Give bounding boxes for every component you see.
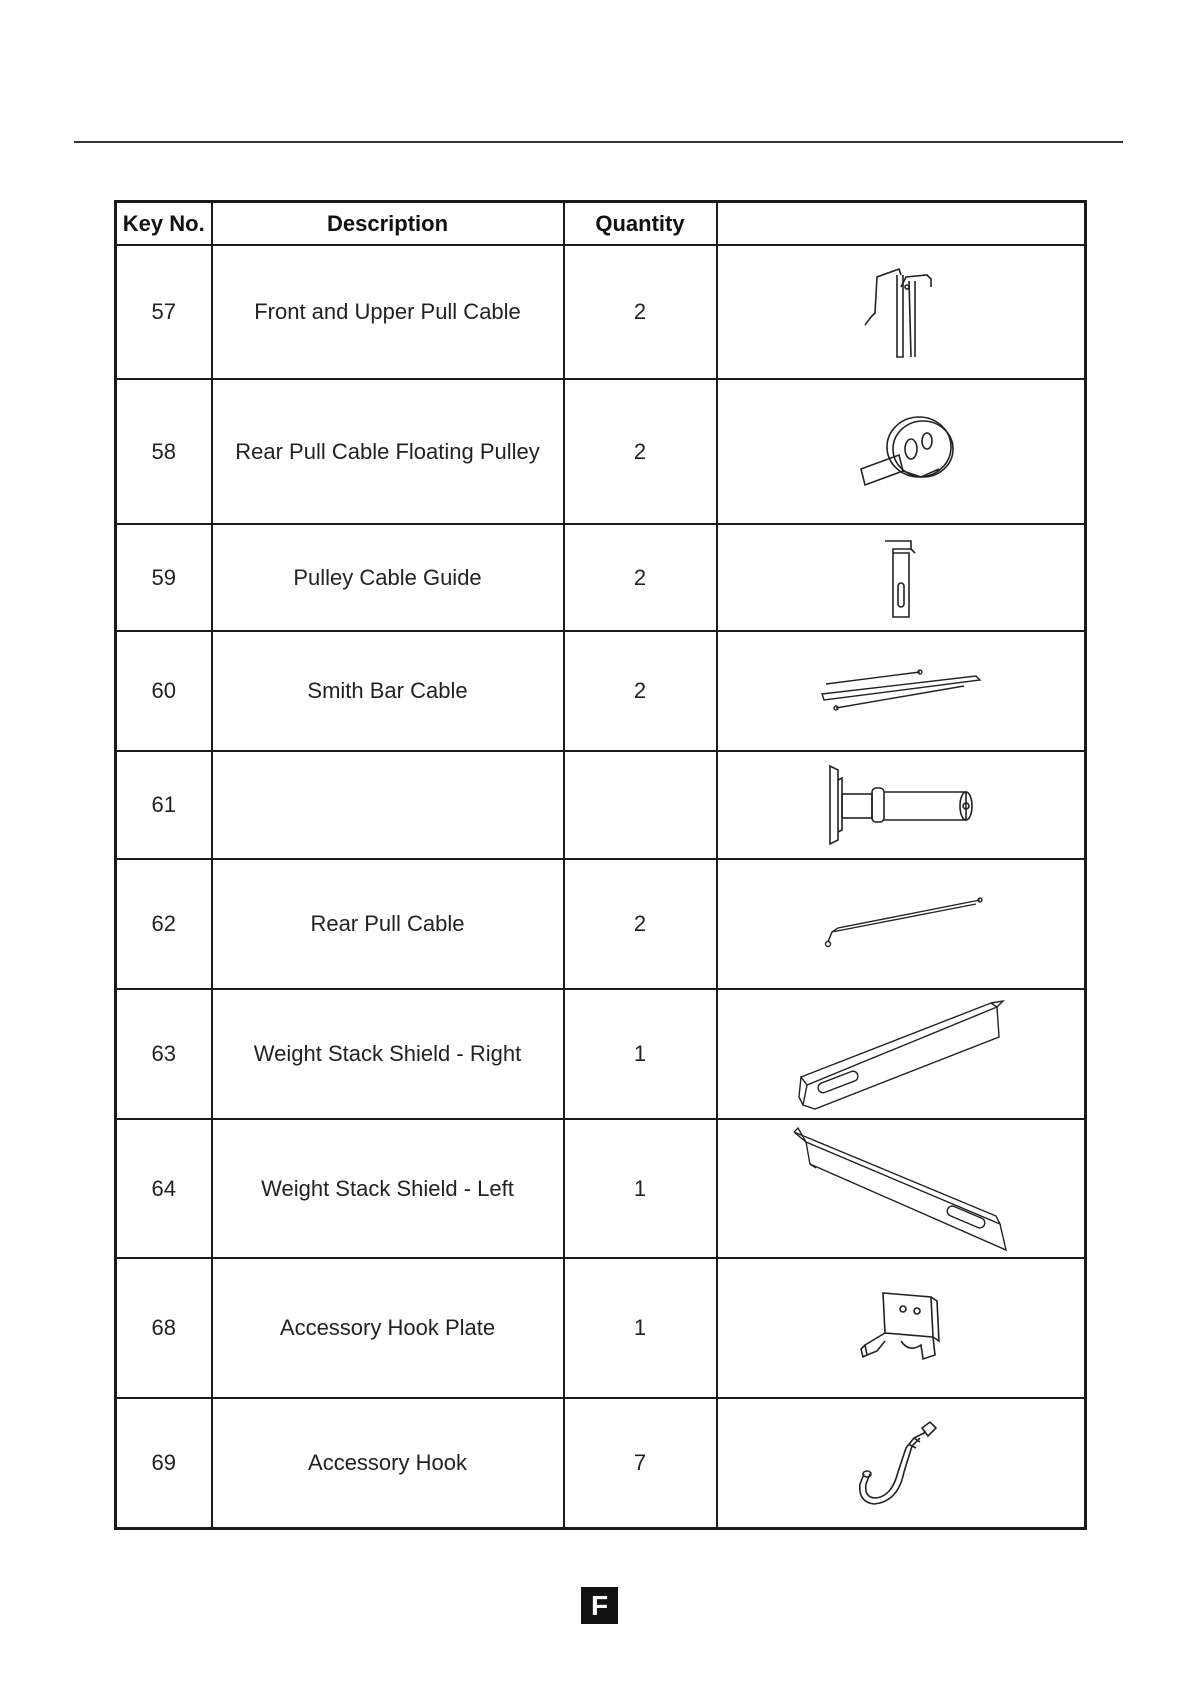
table-row xyxy=(116,524,1086,631)
key-no: 63 xyxy=(116,989,212,1119)
weight-horn-icon xyxy=(816,760,986,850)
description xyxy=(212,751,564,859)
part-image-cell xyxy=(717,1398,1086,1528)
quantity: 2 xyxy=(564,245,717,379)
header-image xyxy=(717,202,1086,246)
key-no: 69 xyxy=(116,1398,212,1528)
smith-bar-cable-icon xyxy=(816,666,986,716)
quantity xyxy=(564,751,717,859)
cable-icon xyxy=(851,257,951,367)
part-image-cell xyxy=(717,631,1086,751)
cable-guide-icon xyxy=(871,533,931,623)
part-image-cell xyxy=(717,1258,1086,1398)
part-image-cell xyxy=(717,1119,1086,1258)
key-no: 59 xyxy=(116,524,212,631)
key-no: 58 xyxy=(116,379,212,524)
description: Rear Pull Cable xyxy=(212,859,564,989)
quantity: 2 xyxy=(564,631,717,751)
description: Accessory Hook Plate xyxy=(212,1258,564,1398)
table-header-row xyxy=(116,202,1086,246)
hook-plate-icon xyxy=(851,1283,951,1373)
part-image-cell xyxy=(717,989,1086,1119)
description: Weight Stack Shield - Right xyxy=(212,989,564,1119)
description: Smith Bar Cable xyxy=(212,631,564,751)
quantity: 1 xyxy=(564,1119,717,1258)
quantity: 1 xyxy=(564,1258,717,1398)
part-image-cell xyxy=(717,245,1086,379)
brand-logo: F xyxy=(581,1587,618,1624)
key-no: 68 xyxy=(116,1258,212,1398)
header-rule xyxy=(74,141,1123,143)
hook-icon xyxy=(856,1418,946,1508)
header-description: Description xyxy=(212,202,564,246)
quantity: 2 xyxy=(564,859,717,989)
table-row xyxy=(116,631,1086,751)
key-no: 60 xyxy=(116,631,212,751)
rear-cable-icon xyxy=(816,894,986,954)
quantity: 1 xyxy=(564,989,717,1119)
key-no: 57 xyxy=(116,245,212,379)
quantity: 2 xyxy=(564,379,717,524)
description: Rear Pull Cable Floating Pulley xyxy=(212,379,564,524)
part-image-cell xyxy=(717,524,1086,631)
part-image-cell xyxy=(717,751,1086,859)
table-row xyxy=(116,1119,1086,1258)
part-image-cell xyxy=(717,859,1086,989)
shield-right-icon xyxy=(791,997,1011,1112)
pulley-icon xyxy=(841,407,961,497)
table-row xyxy=(116,379,1086,524)
description: Weight Stack Shield - Left xyxy=(212,1119,564,1258)
shield-left-icon xyxy=(786,1124,1016,1254)
key-no: 64 xyxy=(116,1119,212,1258)
description: Front and Upper Pull Cable xyxy=(212,245,564,379)
table-row xyxy=(116,245,1086,379)
description: Pulley Cable Guide xyxy=(212,524,564,631)
header-key-no: Key No. xyxy=(116,202,212,246)
quantity: 2 xyxy=(564,524,717,631)
table-row xyxy=(116,989,1086,1119)
description: Accessory Hook xyxy=(212,1398,564,1528)
table-row xyxy=(116,751,1086,859)
table-row xyxy=(116,859,1086,989)
table-row xyxy=(116,1398,1086,1528)
quantity: 7 xyxy=(564,1398,717,1528)
header-quantity: Quantity xyxy=(564,202,717,246)
key-no: 62 xyxy=(116,859,212,989)
parts-table xyxy=(114,200,1087,1530)
key-no: 61 xyxy=(116,751,212,859)
part-image-cell xyxy=(717,379,1086,524)
table-row xyxy=(116,1258,1086,1398)
